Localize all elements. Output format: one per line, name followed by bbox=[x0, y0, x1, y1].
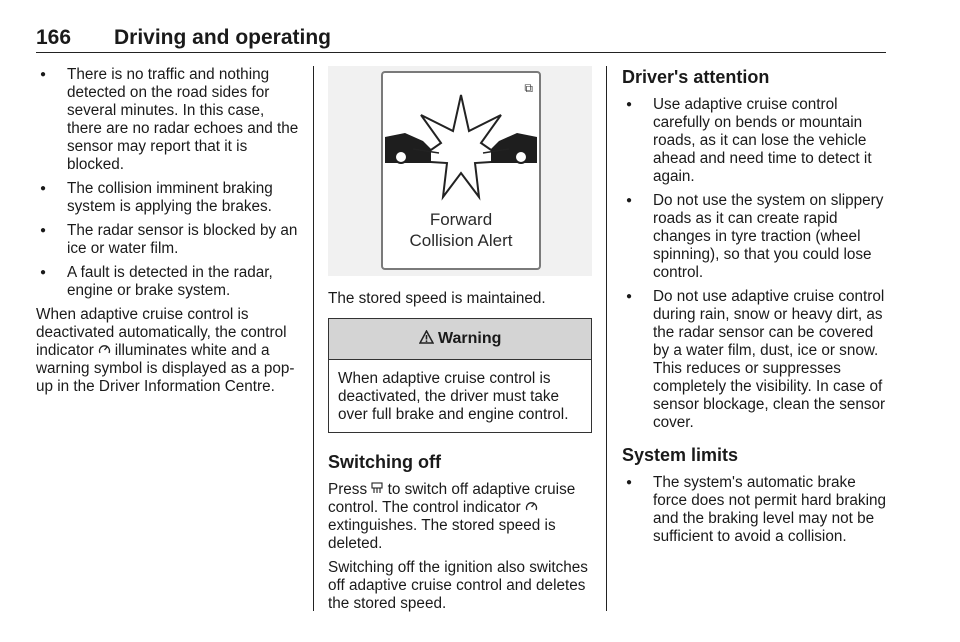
switching-off-paragraph bbox=[328, 481, 592, 553]
stored-speed-paragraph: The stored speed is maintained. bbox=[328, 290, 546, 307]
warning-box bbox=[328, 318, 592, 433]
figure-code-icon: ⧉ bbox=[524, 81, 533, 95]
section-title: Driving and operating bbox=[114, 26, 332, 49]
display-panel bbox=[381, 71, 541, 270]
column-1 bbox=[36, 66, 300, 402]
cruise-control-indicator-icon bbox=[98, 343, 115, 358]
page-header bbox=[36, 26, 886, 53]
condition-list bbox=[36, 66, 300, 300]
warning-header bbox=[329, 319, 591, 360]
warning-triangle-icon bbox=[419, 330, 438, 347]
drivers-attention-heading: Driver's attention bbox=[622, 67, 770, 87]
column-divider bbox=[313, 66, 314, 611]
text-segment: Press bbox=[328, 481, 368, 498]
list-item: ● Do not use the system on slippery roads as it can create rapid changes in tyre traction (wheel spinning), so that you could lose control. bbox=[622, 192, 890, 282]
drivers-attention-list bbox=[622, 96, 890, 432]
warning-text: When adaptive cruise control is deactivated, the driver must take over full brake and engine control. bbox=[338, 370, 569, 423]
list-item: ● There is no traffic and nothing detected on the road sides for several minutes. In this case, there are no radar echoes and the sensor may report that it is blocked. bbox=[36, 66, 300, 174]
list-item: ● The radar sensor is blocked by an ice or water film. bbox=[36, 222, 300, 258]
cruise-control-indicator-icon bbox=[525, 499, 538, 516]
system-limits-list bbox=[622, 474, 890, 546]
list-item: ● Do not use adaptive cruise control during rain, snow or heavy dirt, as the radar sensor can be covered by a water film, dust, ice or snow. This reduces or suppresses completely the visibility. In case of sensor blockage, clean the sensor cover. bbox=[622, 288, 890, 432]
text-segment: extinguishes. The stored speed is deleted. bbox=[328, 517, 556, 552]
deactivation-paragraph bbox=[36, 306, 300, 396]
list-item: ● The collision imminent braking system is applying the brakes. bbox=[36, 180, 300, 216]
collision-alert-icon bbox=[383, 83, 539, 213]
cruise-cancel-button-icon bbox=[371, 481, 387, 498]
list-item: ● Use adaptive cruise control carefully on bends or mountain roads, as it can lose the vehicle ahead and need time to detect it again. bbox=[622, 96, 890, 186]
system-limits-heading: System limits bbox=[622, 445, 739, 465]
column-divider bbox=[606, 66, 607, 611]
forward-collision-alert-figure bbox=[328, 66, 592, 276]
list-item: ● The system's automatic brake force does not permit hard braking and the braking level may not be sufficient to avoid a collision. bbox=[622, 474, 890, 546]
switching-off-heading: Switching off bbox=[328, 452, 441, 472]
text-segment: to switch off adaptive cruise control. The control indicator bbox=[328, 481, 576, 516]
figure-label-line2: Collision Alert bbox=[409, 231, 513, 250]
column-3 bbox=[622, 66, 890, 552]
figure-label-line1: Forward bbox=[429, 210, 493, 229]
ignition-paragraph: Switching off the ignition also switches off adaptive cruise control and deletes the stored speed. bbox=[328, 559, 588, 612]
list-item: ● A fault is detected in the radar, engine or brake system. bbox=[36, 264, 300, 300]
para-text-after: illuminates white and a warning symbol is displayed as a pop-up in the Driver Information Centre. bbox=[36, 342, 295, 395]
page-number: 166 bbox=[36, 26, 72, 49]
warning-title: Warning bbox=[438, 330, 502, 347]
para-text-before: When adaptive cruise control is deactivated automatically, the control indicator bbox=[36, 306, 287, 359]
column-2 bbox=[328, 66, 592, 619]
